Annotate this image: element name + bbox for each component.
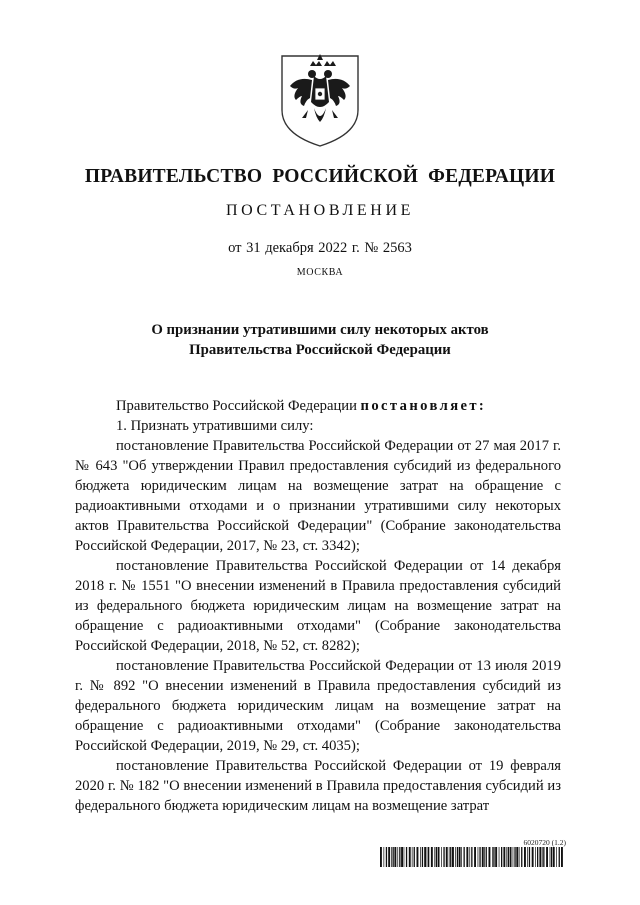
barcode-icon bbox=[380, 847, 566, 867]
city: МОСКВА bbox=[296, 267, 344, 278]
date-and-number: от 31 декабря 2022 г. № 2563 bbox=[228, 240, 412, 256]
subject-line-2: Правительства Российской Федерации bbox=[189, 342, 451, 358]
list-item: постановление Правительства Российской Федерации от 13 июля 2019 г. № 892 "О внесении изменений в Правила предоставления субсидий из федерального бюджета юридическим лицам на возмещение затрат на обращение с радиоактивными отходами" (Собрание законодательства Российской Федерации, 2019, № 29, ст. 4035); bbox=[75, 658, 561, 754]
document-subject bbox=[0, 320, 640, 360]
document-code-block bbox=[380, 838, 566, 868]
decree-word: постановляет: bbox=[360, 398, 487, 414]
document-body bbox=[75, 396, 561, 816]
coat-of-arms-icon bbox=[274, 50, 366, 150]
list-item: постановление Правительства Российской Федерации от 14 декабря 2018 г. № 1551 "О внесении изменений в Правила предоставления субсидий из федерального бюджета юридическим лицам на возмещение затрат на обращение с радиоактивными отходами" (Собрание законодательства Российской Федерации, 2018, № 52, ст. 8282); bbox=[75, 558, 561, 654]
list-item: постановление Правительства Российской Федерации от 19 февраля 2020 г. № 182 "О внесении изменений в Правила предоставления субсидий из федерального бюджета юридическим лицам на возмещение затрат bbox=[75, 758, 561, 814]
intro-text: Правительство Российской Федерации bbox=[116, 398, 361, 414]
subject-line-1: О признании утратившими силу некоторых актов bbox=[151, 322, 489, 338]
intro-paragraph bbox=[75, 396, 561, 416]
government-title: ПРАВИТЕЛЬСТВО РОССИЙСКОЙ ФЕДЕРАЦИИ bbox=[84, 166, 556, 187]
list-item: постановление Правительства Российской Федерации от 27 мая 2017 г. № 643 "Об утверждении Правил предоставления субсидий из федерального бюджета юридическим лицам на возмещение затрат на обращение с радиоактивными отходами и о признании утратившими силу некоторых актов Правительства Российской Федерации" (Собрание законодательства Российской Федерации, 2017, № 23, ст. 3342); bbox=[75, 438, 561, 554]
item-1: 1. Признать утратившими силу: bbox=[116, 418, 314, 434]
document-code: 6020720 (1.2) bbox=[523, 838, 566, 847]
document-type: ПОСТАНОВЛЕНИЕ bbox=[226, 202, 414, 219]
